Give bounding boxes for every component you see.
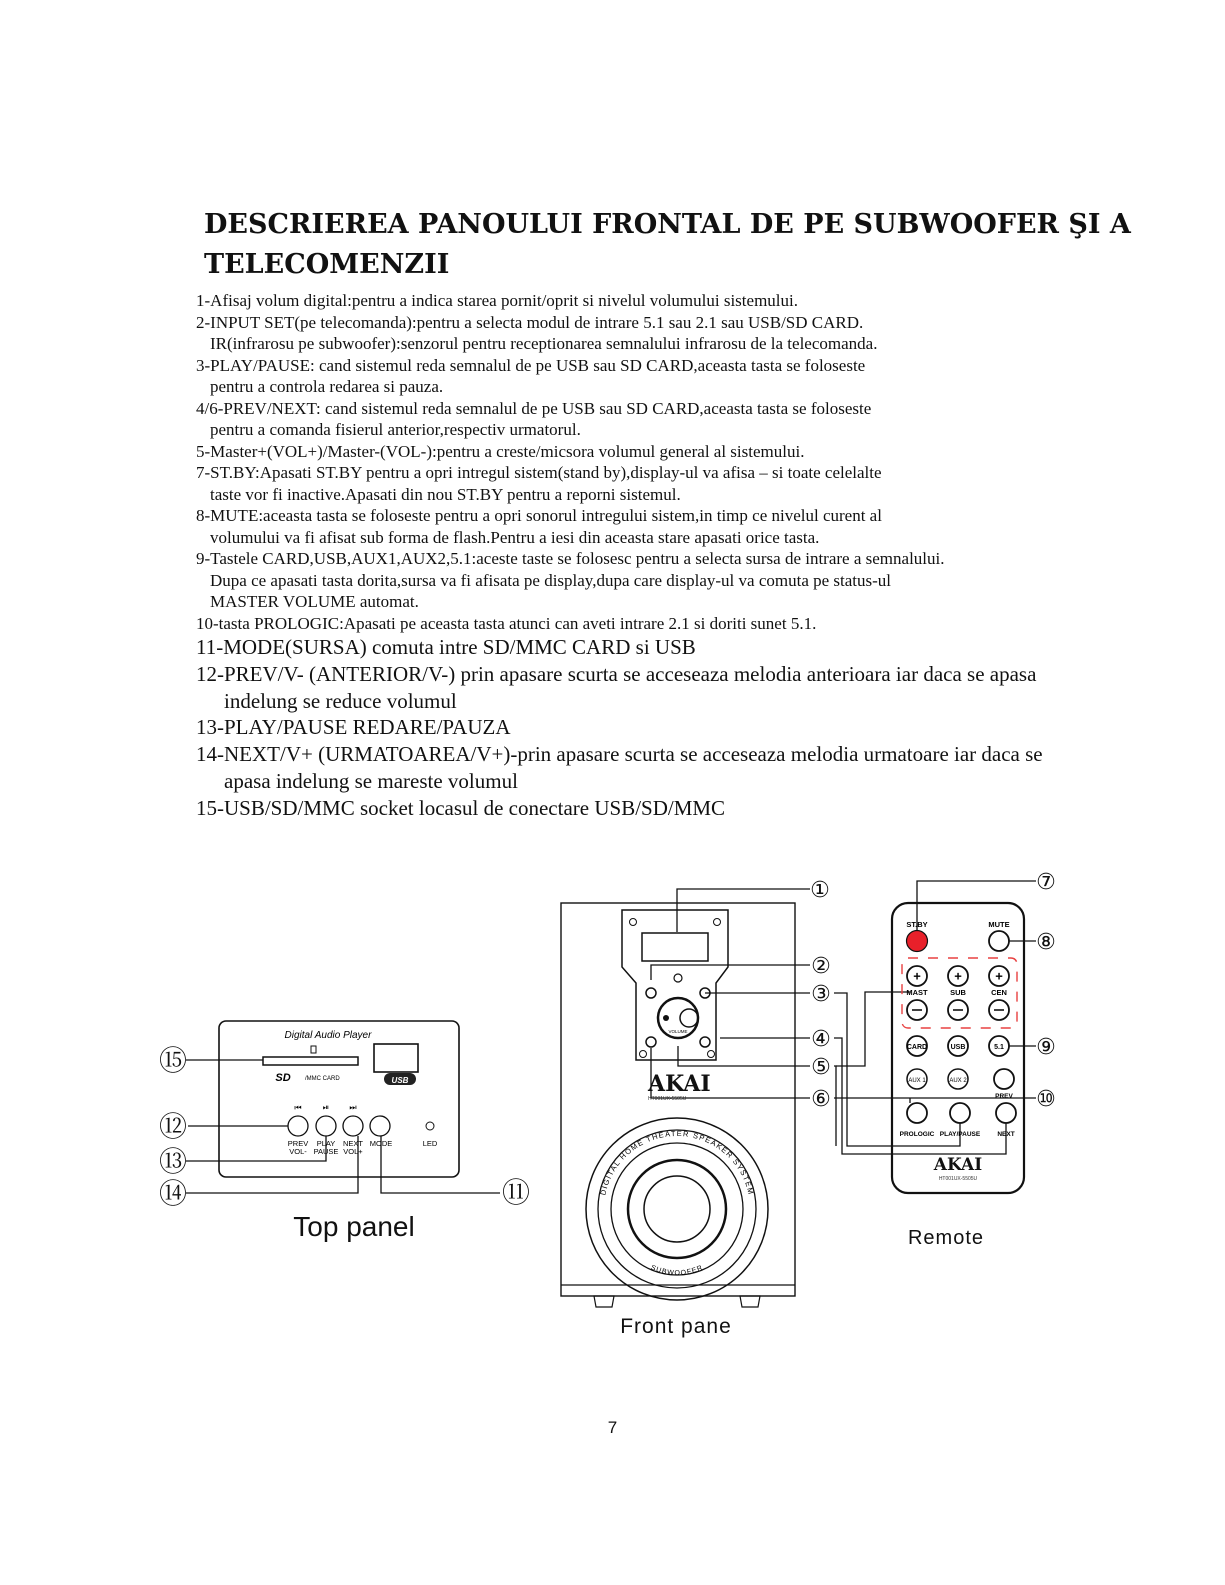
front-panel-caption: Front pane [620, 1315, 732, 1338]
svg-text:USB: USB [391, 1076, 409, 1085]
list-item [196, 634, 1096, 661]
item-continuation-line: Dupa ce apasati tasta dorita,sursa va fi afisata pe display,dupa care display-ul va comuta pe status-ul [210, 570, 892, 590]
front-play-button[interactable] [646, 988, 656, 998]
item-line: 10-tasta PROLOGIC:Apasati pe aceasta tasta atunci can aveti intrare 2.1 si doriti sunet 5.1. [196, 613, 817, 633]
prologic-button[interactable] [907, 1103, 927, 1123]
play-button[interactable] [316, 1116, 336, 1136]
source-row-1 [907, 1036, 1009, 1056]
source-row-2 [907, 1069, 1014, 1100]
center-volume-group [989, 966, 1009, 1020]
callout-5: ⑤ [811, 1055, 831, 1080]
led-indicator [426, 1122, 434, 1130]
item-continuation-line: pentru a controla redarea si pauza. [210, 377, 444, 396]
item-continuation-line: IR(infrarosu pe subwoofer):senzorul pentru receptionarea semnalului infrarosu de la telecomanda. [210, 334, 878, 353]
usb-logo-icon [384, 1073, 416, 1085]
item-line: 12-PREV/V- (ANTERIOR/V-) prin apasare scurta se acceseaza melodia anterioara iar daca se apasa [196, 661, 1037, 686]
ir-sensor [674, 974, 682, 982]
callout-1: ① [810, 878, 830, 903]
description-list [196, 290, 1096, 822]
list-item [196, 355, 1096, 398]
callout-2: ② [811, 954, 831, 979]
item-continuation-line: volumului va fi afisat sub forma de flash.Pentru a iesi din aceasta stare apasati orice tasta. [210, 527, 820, 547]
item-line: 9-Tastele CARD,USB,AUX1,AUX2,5.1:aceste taste se folosesc pentru a selecta sursa de intrare a semnalului. [196, 549, 945, 568]
svg-text:+: + [913, 968, 921, 984]
svg-text:SUBWOOFER [650, 1264, 705, 1277]
callout-14: ⑭ [158, 1177, 188, 1210]
mode-label: MODE [369, 1139, 393, 1148]
item-line: 2-INPUT SET(pe telecomanda):pentru a selecta modul de intrare 5.1 sau 2.1 sau USB/SD CARD. [196, 312, 864, 332]
sub-volume-group [948, 966, 968, 1020]
woofer-ring-text: DIGITAL HOME THEATER SPEAKER SYSTEM [598, 1128, 756, 1197]
pause-label: PAUSE [313, 1147, 339, 1156]
callout-10: ⑩ [1036, 1087, 1056, 1112]
item-list-small [196, 290, 1096, 634]
volume-knob-label: VOLUME [668, 1029, 688, 1034]
bottom-row [900, 1103, 1016, 1138]
list-item [196, 441, 1096, 463]
item-list-large [196, 634, 1096, 822]
master-volume-group [906, 966, 928, 1020]
svg-text:+: + [954, 968, 962, 984]
title-line-2: TELECOMENZII [204, 249, 450, 280]
svg-text:PROLOGIC: PROLOGIC [899, 1131, 935, 1138]
vol-plus-label: VOL+ [343, 1147, 363, 1156]
callout-7: ⑦ [1036, 870, 1056, 895]
next-label: NEXT [342, 1139, 364, 1148]
standby-label: ST.BY [906, 920, 928, 929]
svg-text:PLAY/PAUSE: PLAY/PAUSE [939, 1131, 981, 1138]
master-label: MAST [906, 988, 928, 997]
callout-4: ④ [811, 1027, 831, 1052]
woofer-ring-subtext: SUBWOOFER [649, 1264, 705, 1278]
item-continuation-line: MASTER VOLUME automat. [210, 592, 419, 611]
page-number: 7 [607, 1418, 618, 1437]
item-line: 15-USB/SD/MMC socket locasul de conectare USB/SD/MMC [196, 795, 726, 820]
front-brand-logo: AKAI [648, 1071, 711, 1097]
item-line: 8-MUTE:aceasta tasta se foloseste pentru a opri sonorul intregului sistem,in timp ce nivelul curent al [196, 506, 882, 525]
vol-minus-label: VOL- [289, 1147, 307, 1156]
item-line: 14-NEXT/V+ (URMATOAREA/V+)-prin apasare scurta se acceseaza melodia urmatoare iar daca se [196, 742, 1043, 767]
item-line: 3-PLAY/PAUSE: cand sistemul reda semnalul de pe USB sau SD CARD,aceasta tasta se foloseste [196, 355, 866, 375]
mute-button[interactable] [989, 931, 1009, 951]
front-model: HT001UX-5505U [648, 1096, 687, 1102]
callout-13: ⑬ [158, 1145, 188, 1178]
callout-15: ⑮ [158, 1044, 188, 1077]
front-next-button[interactable] [700, 1037, 710, 1047]
svg-text:PREV: PREV [995, 1093, 1013, 1100]
sd-card-slot [263, 1057, 358, 1065]
list-item [196, 613, 1096, 635]
remote-caption: Remote [907, 1227, 985, 1249]
svg-text:AUX 2: AUX 2 [949, 1078, 967, 1084]
item-line: 13-PLAY/PAUSE REDARE/PAUZA [196, 715, 511, 740]
remote-model: HT001UX-5505U [938, 1176, 978, 1182]
prev-button[interactable] [288, 1116, 308, 1136]
list-item [196, 398, 1096, 441]
play-label: PLAY [316, 1139, 336, 1148]
next-track-icon: ⏭ [349, 1103, 357, 1112]
sd-label: /MMC CARD [305, 1076, 340, 1082]
remote-next-button[interactable] [996, 1103, 1016, 1123]
list-item [196, 714, 1096, 741]
remote-play-pause-button[interactable] [950, 1103, 970, 1123]
item-continuation-line: apasa indelung se mareste volumul [224, 768, 518, 793]
svg-text:CARD: CARD [906, 1044, 928, 1051]
top-panel-caption: Top panel [293, 1211, 415, 1242]
remote-prev-button[interactable] [994, 1069, 1014, 1089]
usb-port [374, 1044, 418, 1072]
mute-label: MUTE [988, 920, 1010, 929]
list-item [196, 548, 1096, 613]
top-panel [186, 1021, 500, 1242]
mode-button[interactable] [370, 1116, 390, 1136]
item-line: 7-ST.BY:Apasati ST.BY pentru a opri intregul sistem(stand by),display-ul va afisa – si toate celelalte [196, 463, 882, 482]
item-line: 1-Afisaj volum digital:pentru a indica starea pornit/oprit si nivelul volumului sistemului. [196, 291, 798, 310]
next-button[interactable] [343, 1116, 363, 1136]
prev-track-icon: ⏮ [294, 1103, 302, 1112]
svg-text:AUX 1: AUX 1 [908, 1078, 926, 1084]
list-item [196, 795, 1096, 822]
digital-volume-display [642, 933, 708, 961]
svg-text:USB: USB [950, 1044, 966, 1051]
callout-12: ⑫ [158, 1110, 188, 1143]
item-line: 5-Master+(VOL+)/Master-(VOL-):pentru a creste/micsora volumul general al sistemului. [196, 441, 805, 461]
svg-text:5.1: 5.1 [994, 1044, 1004, 1051]
play-pause-icon: ⏯ [322, 1103, 330, 1112]
title-line-1: DESCRIEREA PANOULUI FRONTAL DE PE SUBWOOFER ŞI A [204, 209, 1131, 240]
svg-text:NEXT: NEXT [997, 1131, 1015, 1138]
remote-brand-logo: AKAI [933, 1155, 983, 1175]
callout-11: ⑪ [501, 1176, 531, 1209]
list-item [196, 661, 1096, 715]
item-line: 4/6-PREV/NEXT: cand sistemul reda semnalul de pe USB sau SD CARD,aceasta tasta se foloseste [196, 398, 872, 418]
sd-logo: SD [275, 1072, 291, 1084]
callout-3: ③ [811, 982, 831, 1007]
callout-6: ⑥ [811, 1087, 831, 1112]
item-continuation-line: indelung se reduce volumul [224, 688, 457, 713]
page-title [204, 205, 1131, 285]
item-continuation-line: pentru a comanda fisierul anterior,respectiv urmatorul. [210, 420, 581, 439]
list-item [196, 462, 1096, 505]
item-line: 11-MODE(SURSA) comuta intre SD/MMC CARD si USB [196, 635, 696, 659]
center-label: CEN [991, 988, 1007, 997]
list-item [196, 505, 1096, 548]
top-panel-heading: Digital Audio Player [284, 1030, 372, 1041]
standby-button[interactable] [907, 931, 928, 952]
led-label: LED [422, 1139, 438, 1148]
front-prev-button[interactable] [646, 1037, 656, 1047]
list-item [196, 312, 1096, 355]
svg-text:DIGITAL HOME THEATER SPEAKER S [598, 1129, 755, 1196]
panel-diagram [0, 870, 1225, 1360]
prev-label: PREV [287, 1139, 309, 1148]
callout-9: ⑨ [1036, 1035, 1056, 1060]
svg-text:+: + [995, 968, 1003, 984]
list-item [196, 741, 1096, 795]
sub-label: SUB [950, 988, 966, 997]
remote [892, 881, 1036, 1249]
list-item [196, 290, 1096, 312]
woofer-cone [586, 1118, 768, 1300]
item-continuation-line: taste vor fi inactive.Apasati din nou ST.BY pentru a reporni sistemul. [210, 484, 681, 504]
callout-8: ⑧ [1036, 930, 1056, 955]
